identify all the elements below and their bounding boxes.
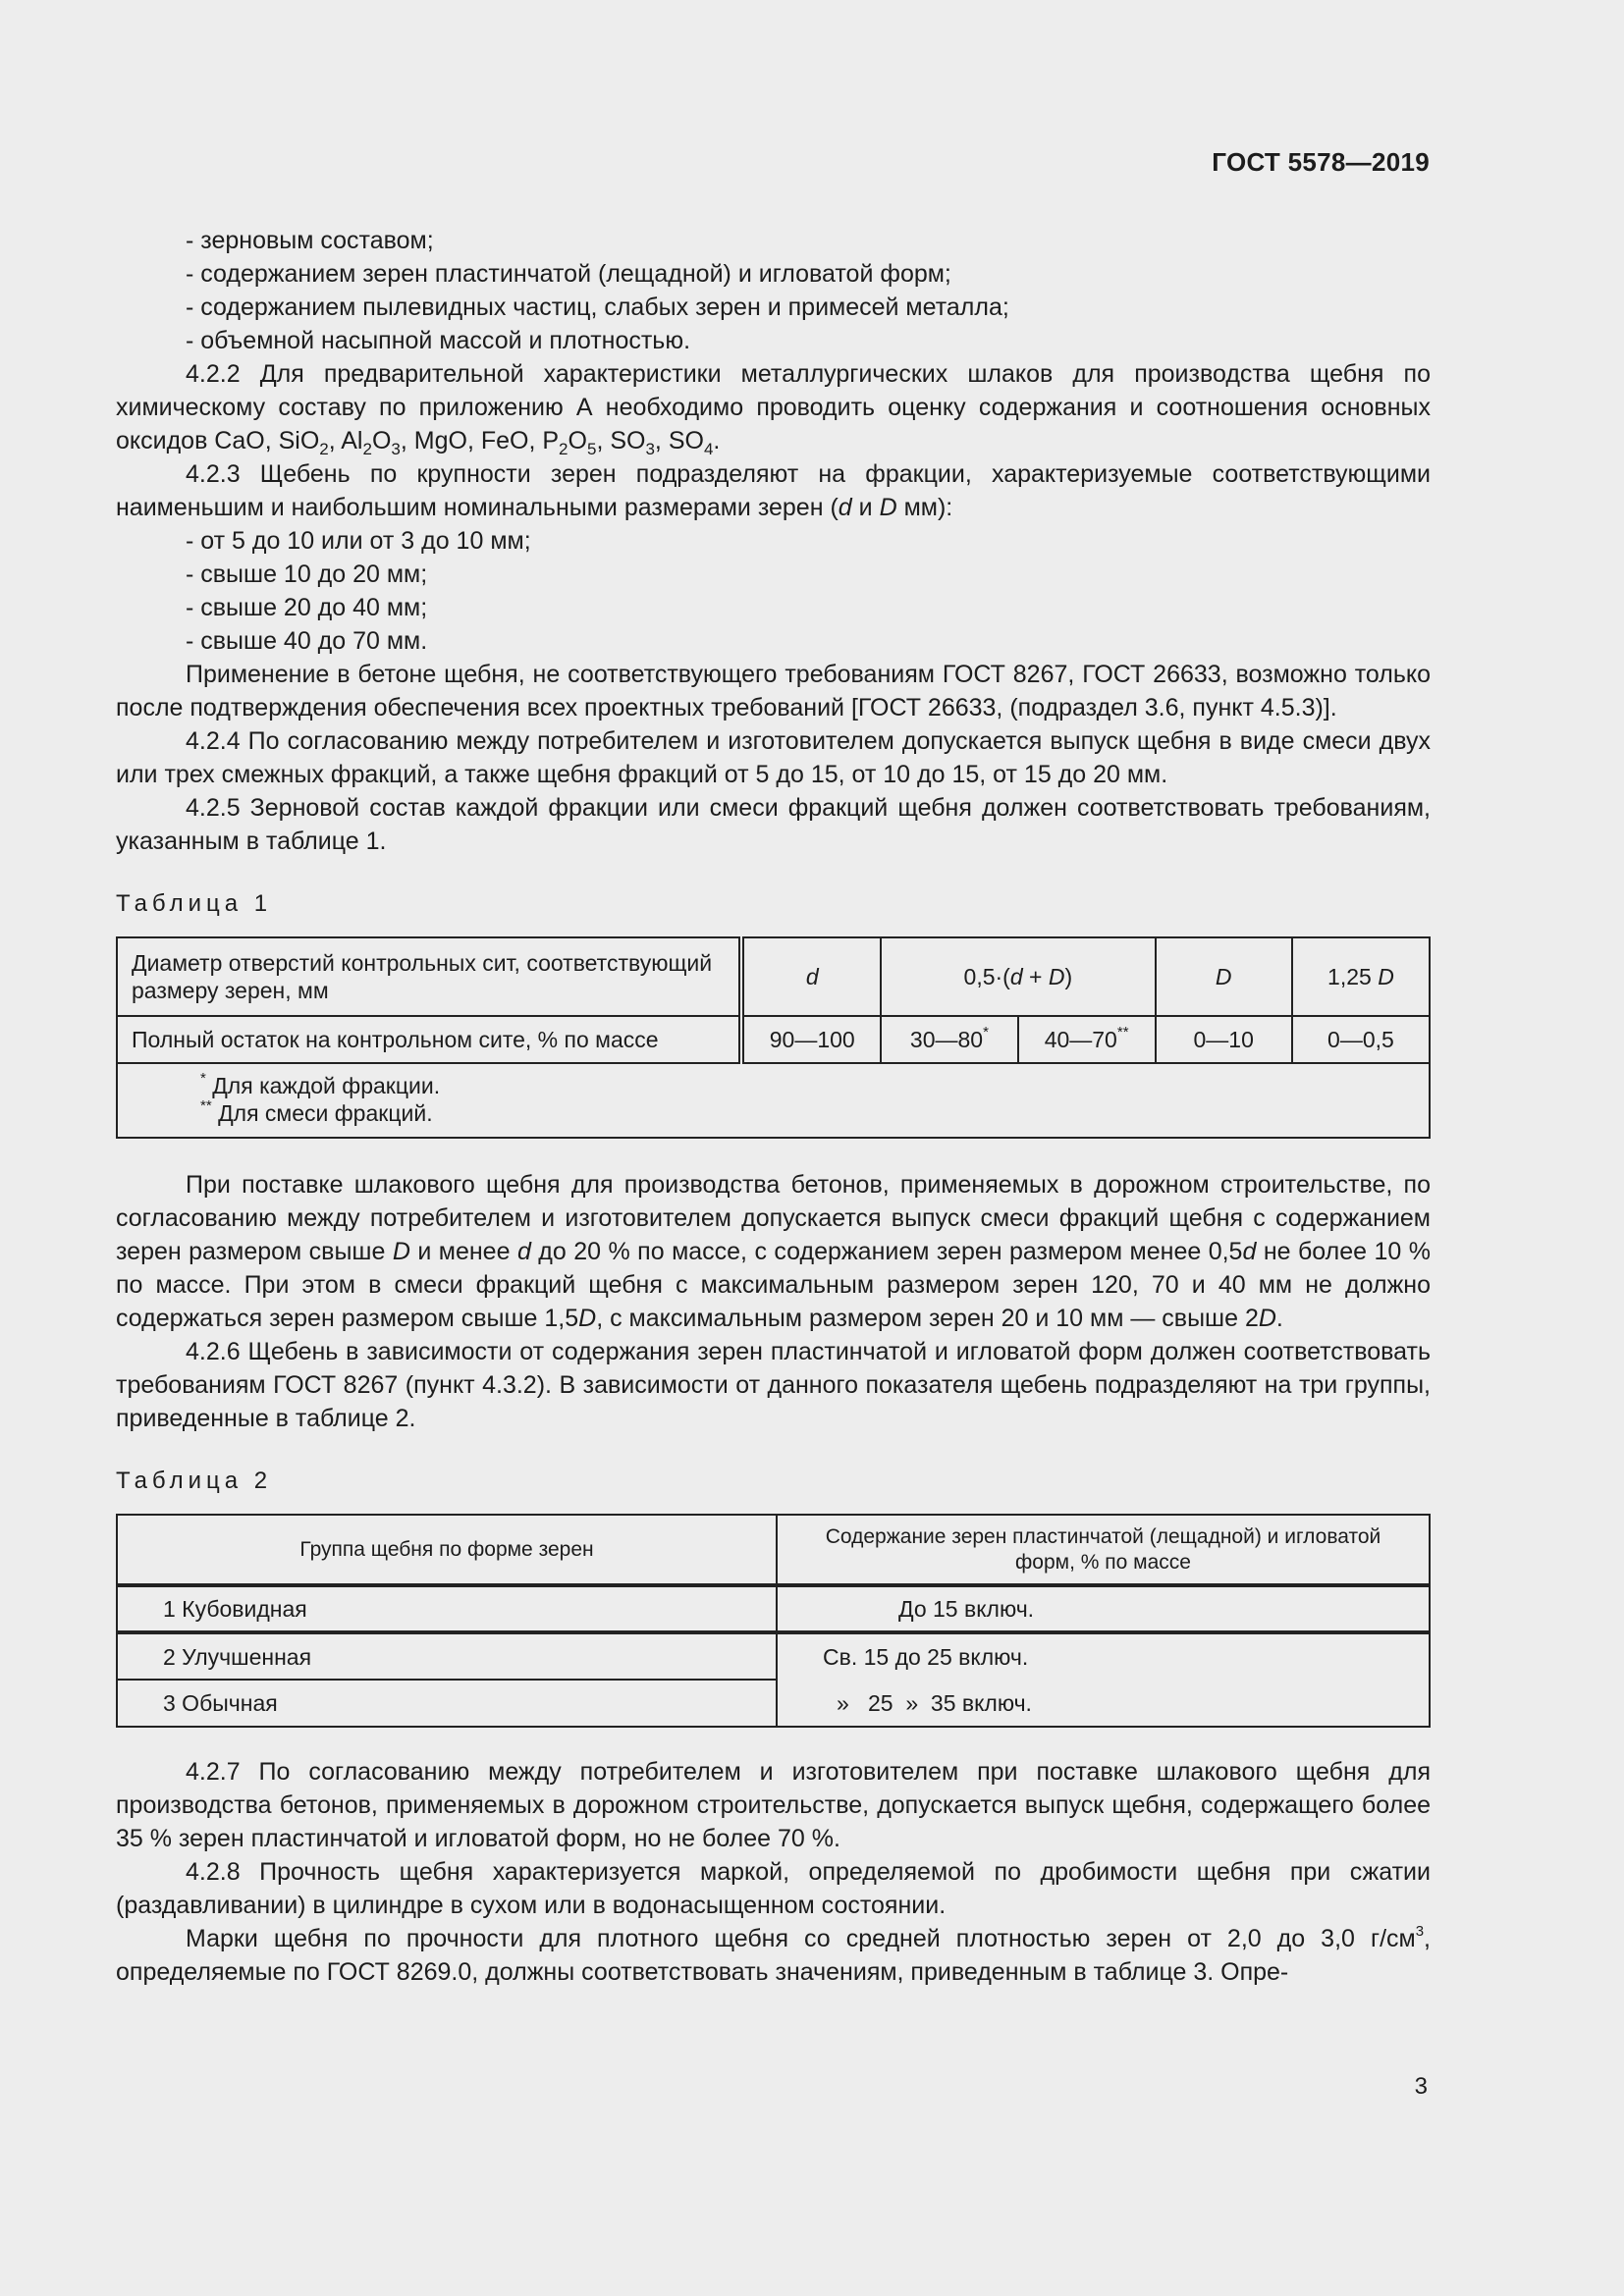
list-item: - содержанием зерен пластинчатой (лещадной) и игловатой форм;: [186, 260, 951, 288]
paragraph-4-2-7: 4.2.7 По согласованию между потребителем и изготовителем при поставке шлакового щебня для производства бетонов, применяемых в дорожном строительстве, допускается выпуск щебня, содержащего более 35 % зерен пластинчатой и игловатой форм, но не более 70 %.: [116, 1758, 1431, 1852]
list-item: - зерновым составом;: [186, 227, 434, 254]
table1-cell: 0—10: [1156, 1016, 1292, 1063]
paragraph-application: Применение в бетоне щебня, не соответствующего требованиям ГОСТ 8267, ГОСТ 26633, возможно только после подтверждения обеспечения всех проектных требований [ГОСТ 26633, (подраздел 3.6, пункт 4.5.3)].: [116, 661, 1431, 721]
table2-header-content: Содержание зерен пластинчатой (лещадной) и игловатой форм, % по массе: [777, 1515, 1430, 1585]
table1-cell: 30—80*: [881, 1016, 1018, 1063]
list-item: - содержанием пылевидных частиц, слабых зерен и примесей металла;: [186, 294, 1009, 321]
paragraph-4-2-6: 4.2.6 Щебень в зависимости от содержания зерен пластинчатой и игловатой форм должен соответствовать требованиям ГОСТ 8267 (пункт 4.3.2). В зависимости от данного показателя щебень подразделяют на три группы, приведенные в таблице 2.: [116, 1338, 1431, 1432]
list-item: - объемной насыпной массой и плотностью.: [186, 327, 691, 354]
list-item: - свыше 20 до 40 мм;: [186, 594, 428, 621]
table2-caption: Таблица 2: [116, 1468, 273, 1494]
document-id: ГОСТ 5578—2019: [1212, 147, 1430, 177]
list-item: - от 5 до 10 или от 3 до 10 мм;: [186, 527, 531, 555]
page-number: 3: [1414, 2073, 1428, 2100]
footnote: * Для каждой фракции.: [200, 1070, 441, 1098]
table2-header-group: Группа щебня по форме зерен: [117, 1515, 777, 1585]
table1-cell: 40—70**: [1018, 1016, 1156, 1063]
paragraph-4-2-5: 4.2.5 Зерновой состав каждой фракции или смеси фракций щебня должен соответствовать требованиям, указанным в таблице 1.: [116, 794, 1431, 855]
paragraph-4-2-8: 4.2.8 Прочность щебня характеризуется маркой, определяемой по дробимости щебня при сжатии (раздавливании) в цилиндре в сухом или в водонасыщенном состоянии.: [116, 1858, 1431, 1919]
paragraph-4-2-2: 4.2.2 Для предварительной характеристики металлургических шлаков для производства щебня по химическому составу по приложению А необходимо проводить оценку содержания и соотношения основных оксидов CaO, SiO$_2$, $Al_2O_3$, MgO, FeO, $P_2O_5$, $SO_3$, $SO_4$.: [116, 360, 1431, 458]
paragraph-4-2-3: 4.2.3 Щебень по крупности зерен подразделяют на фракции, характеризуемые соответствующими наименьшим и наибольшим номинальными размерами зерен (d и D мм):: [116, 460, 1431, 521]
paragraph-marks: Марки щебня по прочности для плотного щебня со средней плотностью зерен от 2,0 до 3,0 $г/см^3$, определяемые по ГОСТ 8269.0, должны соответствовать значениям, приведенным в таблице 3. Опре-: [116, 1923, 1431, 1986]
footnote: ** Для смеси фракций.: [200, 1097, 433, 1126]
table1-header-mid: 0,5·(d + D): [881, 937, 1155, 1016]
list-item: - свыше 40 до 70 мм.: [186, 627, 428, 655]
page-body: [116, 224, 1431, 1989]
table1-header-D: D: [1156, 937, 1292, 1016]
table2-group: 3 Обычная: [117, 1680, 777, 1727]
table1-footnotes: [117, 1063, 1430, 1138]
table1-row1-label: Диаметр отверстий контрольных сит, соответствующий размеру зерен, мм: [117, 937, 741, 1016]
table2-value: До 15 включ.: [777, 1585, 1430, 1632]
table2-group: 1 Кубовидная: [117, 1585, 777, 1632]
list-item: - свыше 10 до 20 мм;: [186, 561, 428, 588]
table1-caption: Таблица 1: [116, 890, 273, 917]
paragraph-slag: При поставке шлакового щебня для производства бетонов, применяемых в дорожном строительстве, по согласованию между потребителем и изготовителем допускается выпуск смеси фракций щебня с содержанием зерен размером свыше D и менее d до 20 % по массе, с содержанием зерен размером менее 0,5d не более 10 % по массе. При этом в смеси фракций щебня с максимальным размером зерен 120, 70 и 40 мм не должно содержаться зерен размером свыше 1,5D, с максимальным размером зерен 20 и 10 мм — свыше 2D.: [116, 1171, 1431, 1332]
table1-header-125D: 1,25 D: [1292, 937, 1430, 1016]
table1-row2-label: Полный остаток на контрольном сите, % по массе: [117, 1016, 741, 1063]
table2-group: 2 Улучшенная: [117, 1632, 777, 1680]
table1-header-d: d: [741, 937, 881, 1016]
table2-value: Св. 15 до 25 включ.: [777, 1632, 1430, 1680]
paragraph-4-2-4: 4.2.4 По согласованию между потребителем и изготовителем допускается выпуск щебня в виде смеси двух или трех смежных фракций, а также щебня фракций от 5 до 15, от 10 до 15, от 15 до 20 мм.: [116, 727, 1431, 788]
table-1: [116, 936, 1431, 1139]
table1-cell: 0—0,5: [1292, 1016, 1430, 1063]
table2-value: » 25 » 35 включ.: [777, 1680, 1430, 1727]
table-2: [116, 1514, 1431, 1728]
table1-cell: 90—100: [741, 1016, 881, 1063]
